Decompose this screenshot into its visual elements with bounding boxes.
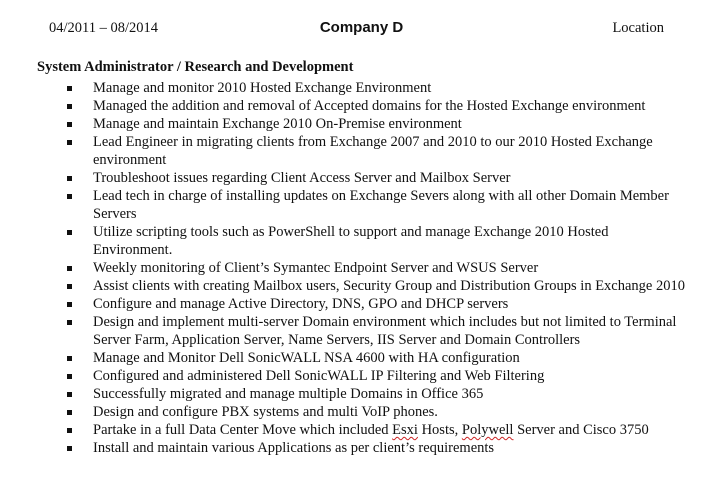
list-item [93, 259, 691, 277]
bullet-text: Lead Engineer in migrating clients from Exchange 2007 and 2010 to our 2010 Hosted Exchange environment [93, 134, 653, 168]
list-item [93, 115, 691, 133]
misspelled-word: Esxi [392, 422, 418, 438]
square-bullet-icon [67, 374, 72, 379]
company-location: Location [612, 20, 664, 36]
list-item [93, 187, 691, 223]
list-item [93, 97, 691, 115]
bullet-text: Lead tech in charge of installing updates on Exchange Severs along with all other Domain Member Servers [93, 188, 669, 222]
list-item [93, 403, 691, 421]
bullet-text: Assist clients with creating Mailbox users, Security Group and Distribution Groups in Exchange 2010 [93, 278, 685, 294]
list-item [93, 385, 691, 403]
bullet-text: Design and implement multi-server Domain environment which includes but not limited to Terminal Server Farm, Application Server, Name Servers, IIS Server and Domain Controllers [93, 314, 677, 348]
bullet-text: Managed the addition and removal of Accepted domains for the Hosted Exchange environment [93, 98, 646, 114]
bullet-text: Design and configure PBX systems and multi VoIP phones. [93, 404, 438, 420]
bullet-text: Partake in a full Data Center Move which included [93, 422, 393, 438]
list-item [93, 421, 691, 439]
bullet-text: Configured and administered Dell SonicWALL IP Filtering and Web Filtering [93, 368, 545, 384]
square-bullet-icon [67, 284, 72, 289]
square-bullet-icon [67, 140, 72, 145]
square-bullet-icon [67, 446, 72, 451]
bullet-text: Utilize scripting tools such as PowerShell to support and manage Exchange 2010 Hosted Environment. [93, 224, 609, 258]
list-item [93, 313, 691, 349]
bullet-text: Manage and Monitor Dell SonicWALL NSA 4600 with HA configuration [93, 350, 520, 366]
square-bullet-icon [67, 320, 72, 325]
company-name: Company D [319, 19, 404, 36]
square-bullet-icon [67, 194, 72, 199]
square-bullet-icon [67, 302, 72, 307]
bullet-text: Manage and monitor 2010 Hosted Exchange Environment [93, 80, 432, 96]
bullet-text: Install and maintain various Applications as per client’s requirements [93, 440, 495, 456]
bullet-text: Manage and maintain Exchange 2010 On-Premise environment [93, 116, 462, 132]
misspelled-word: Polywell [461, 422, 514, 438]
bullet-text: Successfully migrated and manage multiple Domains in Office 365 [93, 386, 484, 402]
list-item [93, 133, 691, 169]
square-bullet-icon [67, 122, 72, 127]
square-bullet-icon [67, 392, 72, 397]
list-item [93, 439, 691, 457]
list-item [93, 277, 691, 295]
employment-dates: 04/2011 – 08/2014 [49, 20, 159, 36]
square-bullet-icon [67, 104, 72, 109]
job-title: System Administrator / Research and Development [37, 59, 354, 75]
bullet-text: Hosts, [417, 422, 462, 438]
square-bullet-icon [67, 356, 72, 361]
bullet-text: Weekly monitoring of Client’s Symantec Endpoint Server and WSUS Server [93, 260, 539, 276]
responsibilities-list [0, 79, 723, 457]
list-item [93, 169, 691, 187]
square-bullet-icon [67, 410, 72, 415]
square-bullet-icon [67, 86, 72, 91]
list-item [93, 349, 691, 367]
job-header [0, 0, 723, 44]
bullet-text: Configure and manage Active Directory, DNS, GPO and DHCP servers [93, 296, 509, 312]
square-bullet-icon [67, 266, 72, 271]
bullet-text: Troubleshoot issues regarding Client Access Server and Mailbox Server [93, 170, 511, 186]
bullet-text: Server and Cisco 3750 [513, 422, 649, 438]
square-bullet-icon [67, 428, 72, 433]
list-item [93, 79, 691, 97]
square-bullet-icon [67, 176, 72, 181]
list-item [93, 223, 691, 259]
list-item [93, 367, 691, 385]
square-bullet-icon [67, 230, 72, 235]
list-item [93, 295, 691, 313]
